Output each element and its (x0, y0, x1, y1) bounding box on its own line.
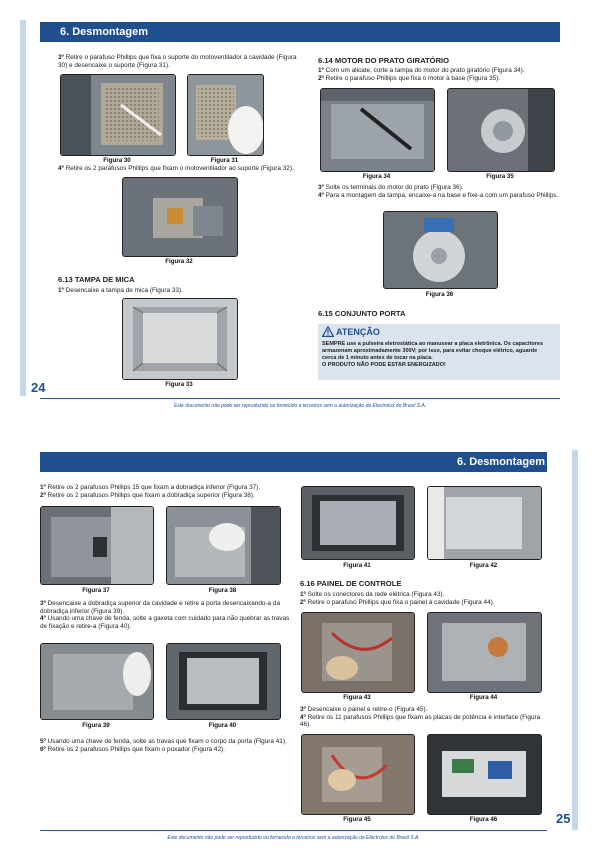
step-list (58, 287, 306, 295)
footer-rule (40, 830, 547, 831)
step-item (318, 67, 563, 75)
warning-title: ATENÇÃO (336, 327, 380, 337)
figure-30-photo (60, 74, 176, 156)
figure-32-caption: Figura 32 (165, 258, 193, 265)
figure-32-photo (122, 177, 238, 257)
step-number: 4º (58, 165, 64, 172)
footer-rule (40, 398, 560, 399)
figure-39-photo (40, 643, 154, 720)
section-6-15-title: 6.15 CONJUNTO PORTA (318, 309, 406, 318)
warning-icon (322, 326, 334, 337)
step-item (318, 75, 563, 83)
figure-43-caption: Figura 43 (343, 694, 371, 701)
left-side-strip (20, 20, 26, 396)
figure-39-caption: Figura 39 (82, 722, 110, 729)
step-text: Usando uma chave de fenda, solte as travas que fixam o corpo da porta (Figura 41). (47, 738, 287, 745)
step-number: 3º (300, 706, 306, 713)
page-footer: Este documento não pode ser reproduzido ou fornecido a terceiros sem a autorização da Electrolux do Brasil S.A. (167, 835, 420, 841)
figure-38-caption: Figura 38 (208, 587, 237, 594)
step-text: Retire os 2 parafusos Phillips que fixam a dobradiça superior (Figura 38). (47, 491, 255, 499)
step-item (40, 746, 290, 754)
section-6-16-title: 6.16 PAINEL DE CONTROLE (300, 579, 402, 588)
step-number: 1º (300, 591, 306, 598)
step-item (300, 591, 545, 599)
warning-line: cerca de 1 minuto antes de tocar na placa. (322, 355, 433, 361)
step-number: 4º (318, 191, 324, 199)
page-header-title: 6. Desmontagem (457, 456, 546, 468)
step-item (300, 714, 545, 729)
step-text: Solte os terminais do motor do prato (Figura 36). (325, 184, 464, 191)
step-item (40, 615, 290, 630)
step-text: Para a montagem da tampa, encaixe-a na base e fixe-a com um parafuso Phillips. (325, 191, 559, 199)
step-list (318, 67, 563, 82)
step-number: 4º (40, 615, 46, 623)
step-text: Retire os 2 parafusos Phillips que fixam o motoventilador ao suporte (Figura 32). (65, 165, 294, 172)
step-list (40, 738, 290, 753)
step-text: Retire os 11 parafusos Phillips que fixam as placas de potência e interface (Figura 46). (300, 713, 541, 729)
figure-42-photo (427, 486, 542, 560)
figure-44-photo (427, 612, 542, 693)
step-number: 2º (318, 74, 324, 82)
figure-44-caption: Figura 44 (469, 694, 498, 701)
step-number: 1º (58, 287, 64, 294)
step-list (58, 54, 306, 69)
section-6-14-title: 6.14 MOTOR DO PRATO GIRATÓRIO (318, 56, 450, 65)
warning-line: SEMPRE use a pulseira eletrostática ao manusear a placa eletrônica. Os capacitores (322, 341, 544, 347)
figure-38-photo (166, 506, 281, 585)
step-number: 3º (58, 54, 64, 61)
figure-45-photo (301, 734, 415, 815)
step-item (58, 54, 306, 69)
step-number: 2º (300, 598, 306, 606)
step-item (318, 192, 563, 200)
step-item (58, 287, 306, 295)
warning-text (322, 341, 558, 369)
step-text: Desencaixe a dobradiça superior da cavidade e retire a porta desencaixando-a da dobradiça inferior (Figura 39). (40, 600, 281, 615)
step-item (40, 600, 290, 615)
step-number: 3º (318, 184, 324, 191)
figure-46-caption: Figura 46 (469, 816, 498, 823)
step-list (318, 184, 563, 199)
figure-35-photo (447, 88, 555, 172)
step-text: Desencaixe a tampa de mica (Figura 33). (65, 287, 183, 294)
figure-35-caption: Figura 35 (486, 173, 514, 180)
step-item (40, 484, 290, 492)
figure-34-caption: Figura 34 (362, 173, 391, 180)
step-number: 3º (40, 600, 46, 607)
step-list (40, 484, 290, 499)
step-list (300, 706, 545, 729)
step-number: 1º (318, 67, 324, 74)
figure-40-photo (166, 643, 281, 720)
figure-37-caption: Figura 37 (82, 587, 110, 594)
figure-45-caption: Figura 45 (343, 816, 371, 823)
step-text: Retire os 2 parafusos Phillips que fixam o puxador (Figura 42). (47, 745, 225, 753)
right-side-strip (572, 450, 578, 830)
step-item (300, 599, 545, 607)
figure-41-photo (301, 486, 415, 560)
step-text: Usando uma chave de fenda, solte a gaxeta com cuidado para não quebrar as travas de fixação e retire-a (Figura 40). (40, 615, 290, 630)
figure-37-photo (40, 506, 154, 585)
figure-43-photo (301, 612, 415, 693)
step-item (40, 492, 290, 500)
page-gap (0, 420, 603, 430)
figure-36-caption: Figura 36 (425, 291, 454, 298)
step-number: 6º (40, 745, 46, 753)
figure-31-photo (187, 74, 264, 156)
step-text: Retire o parafuso Phillips que fixa o suporte do motoventilador à cavidade (Figura 30) e desencaixe o suporte (Figura 31). (58, 54, 297, 69)
figure-41-caption: Figura 41 (343, 562, 371, 569)
step-number: 1º (40, 484, 46, 491)
step-item (318, 184, 563, 192)
page-footer: Este documento não pode ser reproduzido ou fornecido a terceiros sem a autorização da Electrolux do Brasil S.A. (173, 403, 427, 409)
step-list (300, 591, 545, 606)
figure-36-photo (383, 211, 498, 289)
step-number: 2º (40, 491, 46, 499)
figure-42-caption: Figura 42 (469, 562, 498, 569)
page-number: 24 (31, 380, 46, 395)
warning-line: O PRODUTO NÃO PODE ESTAR ENERGIZADO! (322, 362, 446, 368)
step-item (40, 738, 290, 746)
step-text: Solte os conectores da rede elétrica (Figura 43). (307, 591, 445, 598)
figure-33-photo (122, 298, 238, 380)
step-text: Com um alicate, corte a tampa do motor do prato giratório (Figura 34). (325, 67, 525, 74)
figure-46-photo (427, 734, 542, 815)
page-24 (0, 0, 603, 420)
step-item (300, 706, 545, 714)
warning-line: armazenam aproximadamente 300V; por isso, para evitar choque elétrico, aguarde (322, 348, 538, 354)
page-number: 25 (556, 811, 571, 826)
figure-40-caption: Figura 40 (208, 722, 237, 729)
figure-33-caption: Figura 33 (165, 381, 193, 388)
page-25 (0, 430, 603, 857)
step-text: Desencaixe o painel e retire-o (Figura 45). (307, 706, 428, 713)
figure-30-caption: Figura 30 (103, 157, 131, 164)
step-number: 4º (300, 713, 306, 721)
step-list (58, 165, 306, 173)
step-number: 5º (40, 738, 46, 745)
step-text: Retire o parafuso Phillips que fixa o painel à cavidade (Figura 44). (307, 598, 495, 606)
section-6-13-title: 6.13 TAMPA DE MICA (58, 275, 135, 284)
figure-34-photo (320, 88, 435, 172)
step-text: Retire o parafuso Phillips que fixa o motor à base (Figura 35). (325, 74, 501, 82)
step-list (40, 600, 290, 630)
step-item (58, 165, 306, 173)
page-header-title: 6. Desmontagem (60, 26, 149, 38)
step-text: Retire os 2 parafusos Phillips 15 que fixam a dobradiça inferior (Figura 37). (47, 484, 261, 491)
figure-31-caption: Figura 31 (210, 157, 239, 164)
